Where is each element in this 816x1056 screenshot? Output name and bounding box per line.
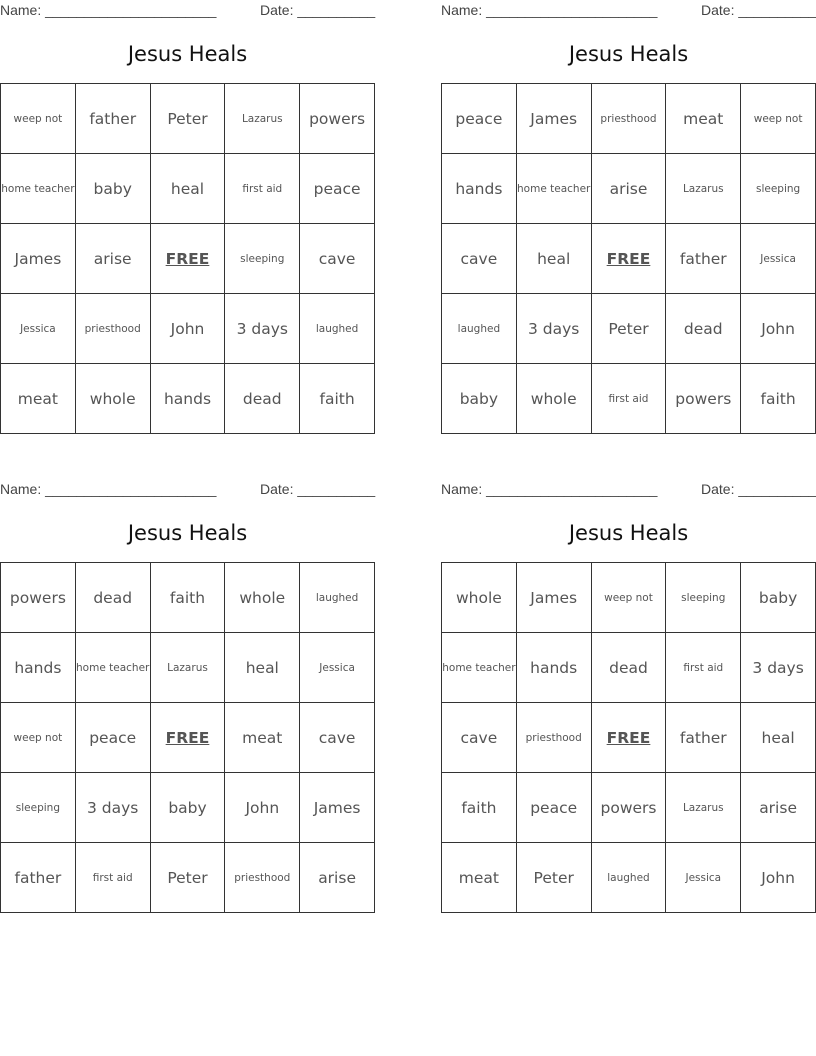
bingo-cell: Lazarus	[150, 633, 225, 703]
bingo-cell: cave	[300, 703, 375, 773]
bingo-card	[441, 0, 816, 430]
bingo-cell: Lazarus	[666, 773, 741, 843]
bingo-cell: whole	[225, 563, 300, 633]
bingo-cell: whole	[442, 563, 517, 633]
bingo-cell: home teacher	[75, 633, 150, 703]
bingo-row	[1, 773, 375, 843]
date-field-label: Date: __________	[260, 2, 376, 18]
bingo-cell: powers	[300, 84, 375, 154]
bingo-cell: Peter	[150, 843, 225, 913]
bingo-cell: powers	[591, 773, 666, 843]
bingo-cell: Peter	[516, 843, 591, 913]
bingo-cell: sleeping	[741, 154, 816, 224]
bingo-grid	[0, 562, 375, 913]
bingo-row	[442, 843, 816, 913]
bingo-row	[442, 633, 816, 703]
bingo-cell: weep not	[591, 563, 666, 633]
bingo-cell: weep not	[741, 84, 816, 154]
bingo-card	[0, 479, 375, 909]
bingo-cell: John	[741, 294, 816, 364]
bingo-cell: priesthood	[225, 843, 300, 913]
bingo-cell: Lazarus	[225, 84, 300, 154]
bingo-cell: cave	[442, 703, 517, 773]
bingo-cell: dead	[591, 633, 666, 703]
bingo-cell: weep not	[1, 703, 76, 773]
bingo-cell: peace	[516, 773, 591, 843]
bingo-cell: 3 days	[741, 633, 816, 703]
bingo-cell: James	[300, 773, 375, 843]
bingo-cell: hands	[150, 364, 225, 434]
bingo-cell: meat	[666, 84, 741, 154]
bingo-cell: powers	[666, 364, 741, 434]
bingo-cell: home teacher	[1, 154, 76, 224]
bingo-row	[442, 364, 816, 434]
bingo-cell: faith	[442, 773, 517, 843]
date-field-label: Date: __________	[260, 481, 376, 497]
name-field-label: Name: ______________________	[441, 481, 658, 497]
bingo-cell: whole	[75, 364, 150, 434]
bingo-row	[1, 154, 375, 224]
bingo-cell: heal	[150, 154, 225, 224]
bingo-card	[441, 479, 816, 909]
bingo-cell: laughed	[442, 294, 517, 364]
bingo-cell: hands	[516, 633, 591, 703]
bingo-cell: meat	[225, 703, 300, 773]
bingo-row	[1, 633, 375, 703]
bingo-cell: faith	[741, 364, 816, 434]
bingo-cell: father	[666, 224, 741, 294]
bingo-cell: arise	[300, 843, 375, 913]
bingo-cell: arise	[75, 224, 150, 294]
bingo-cell: John	[225, 773, 300, 843]
bingo-grid	[0, 83, 375, 434]
bingo-cell: Jessica	[741, 224, 816, 294]
bingo-cell: John	[741, 843, 816, 913]
bingo-row	[1, 843, 375, 913]
bingo-cell: arise	[591, 154, 666, 224]
bingo-cell: 3 days	[75, 773, 150, 843]
bingo-cell: father	[666, 703, 741, 773]
bingo-cell: whole	[516, 364, 591, 434]
bingo-row	[442, 773, 816, 843]
bingo-grid	[441, 83, 816, 434]
name-field-label: Name: ______________________	[0, 481, 217, 497]
card-title: Jesus Heals	[568, 42, 689, 66]
bingo-cell: first aid	[225, 154, 300, 224]
bingo-cell: laughed	[300, 294, 375, 364]
card-title: Jesus Heals	[127, 42, 248, 66]
bingo-cell: weep not	[1, 84, 76, 154]
bingo-row	[1, 563, 375, 633]
bingo-cell: first aid	[666, 633, 741, 703]
bingo-cell: priesthood	[75, 294, 150, 364]
bingo-row	[1, 364, 375, 434]
bingo-cell: peace	[300, 154, 375, 224]
bingo-cell: 3 days	[225, 294, 300, 364]
bingo-cell: faith	[150, 563, 225, 633]
bingo-cell: first aid	[591, 364, 666, 434]
bingo-cell: cave	[442, 224, 517, 294]
free-space-cell: FREE	[150, 703, 225, 773]
bingo-cell: baby	[150, 773, 225, 843]
bingo-cell: Peter	[591, 294, 666, 364]
bingo-cell: peace	[442, 84, 517, 154]
bingo-cell: Jessica	[300, 633, 375, 703]
bingo-cell: James	[516, 563, 591, 633]
bingo-cell: sleeping	[225, 224, 300, 294]
bingo-cell: dead	[75, 563, 150, 633]
bingo-cell: heal	[741, 703, 816, 773]
bingo-row	[442, 703, 816, 773]
bingo-cell: meat	[1, 364, 76, 434]
bingo-cell: home teacher	[516, 154, 591, 224]
bingo-cell: laughed	[591, 843, 666, 913]
bingo-row	[442, 154, 816, 224]
bingo-cell: hands	[442, 154, 517, 224]
bingo-row	[1, 224, 375, 294]
bingo-cell: meat	[442, 843, 517, 913]
bingo-cell: faith	[300, 364, 375, 434]
bingo-cell: father	[75, 84, 150, 154]
bingo-row	[1, 84, 375, 154]
name-field-label: Name: ______________________	[0, 2, 217, 18]
bingo-cell: baby	[75, 154, 150, 224]
bingo-row	[442, 84, 816, 154]
bingo-row	[442, 563, 816, 633]
bingo-cell: Jessica	[1, 294, 76, 364]
bingo-cell: baby	[442, 364, 517, 434]
bingo-cell: Jessica	[666, 843, 741, 913]
bingo-cell: heal	[225, 633, 300, 703]
bingo-row	[1, 703, 375, 773]
bingo-cell: Lazarus	[666, 154, 741, 224]
bingo-cell: peace	[75, 703, 150, 773]
bingo-row	[442, 224, 816, 294]
bingo-cell: Peter	[150, 84, 225, 154]
card-title: Jesus Heals	[568, 521, 689, 545]
bingo-cell: father	[1, 843, 76, 913]
bingo-cell: baby	[741, 563, 816, 633]
date-field-label: Date: __________	[701, 481, 816, 497]
bingo-cell: home teacher	[442, 633, 517, 703]
free-space-cell: FREE	[150, 224, 225, 294]
bingo-cell: laughed	[300, 563, 375, 633]
bingo-cell: powers	[1, 563, 76, 633]
bingo-row	[1, 294, 375, 364]
bingo-row	[442, 294, 816, 364]
bingo-cell: first aid	[75, 843, 150, 913]
bingo-cell: heal	[516, 224, 591, 294]
date-field-label: Date: __________	[701, 2, 816, 18]
bingo-cell: cave	[300, 224, 375, 294]
bingo-cell: priesthood	[516, 703, 591, 773]
bingo-card	[0, 0, 375, 430]
bingo-cell: John	[150, 294, 225, 364]
bingo-cell: sleeping	[666, 563, 741, 633]
bingo-cell: 3 days	[516, 294, 591, 364]
free-space-cell: FREE	[591, 224, 666, 294]
card-title: Jesus Heals	[127, 521, 248, 545]
bingo-grid	[441, 562, 816, 913]
free-space-cell: FREE	[591, 703, 666, 773]
name-field-label: Name: ______________________	[441, 2, 658, 18]
bingo-cell: dead	[666, 294, 741, 364]
bingo-cell: sleeping	[1, 773, 76, 843]
bingo-cell: dead	[225, 364, 300, 434]
bingo-cell: arise	[741, 773, 816, 843]
bingo-cell: hands	[1, 633, 76, 703]
bingo-cell: James	[516, 84, 591, 154]
bingo-cell: James	[1, 224, 76, 294]
bingo-cell: priesthood	[591, 84, 666, 154]
